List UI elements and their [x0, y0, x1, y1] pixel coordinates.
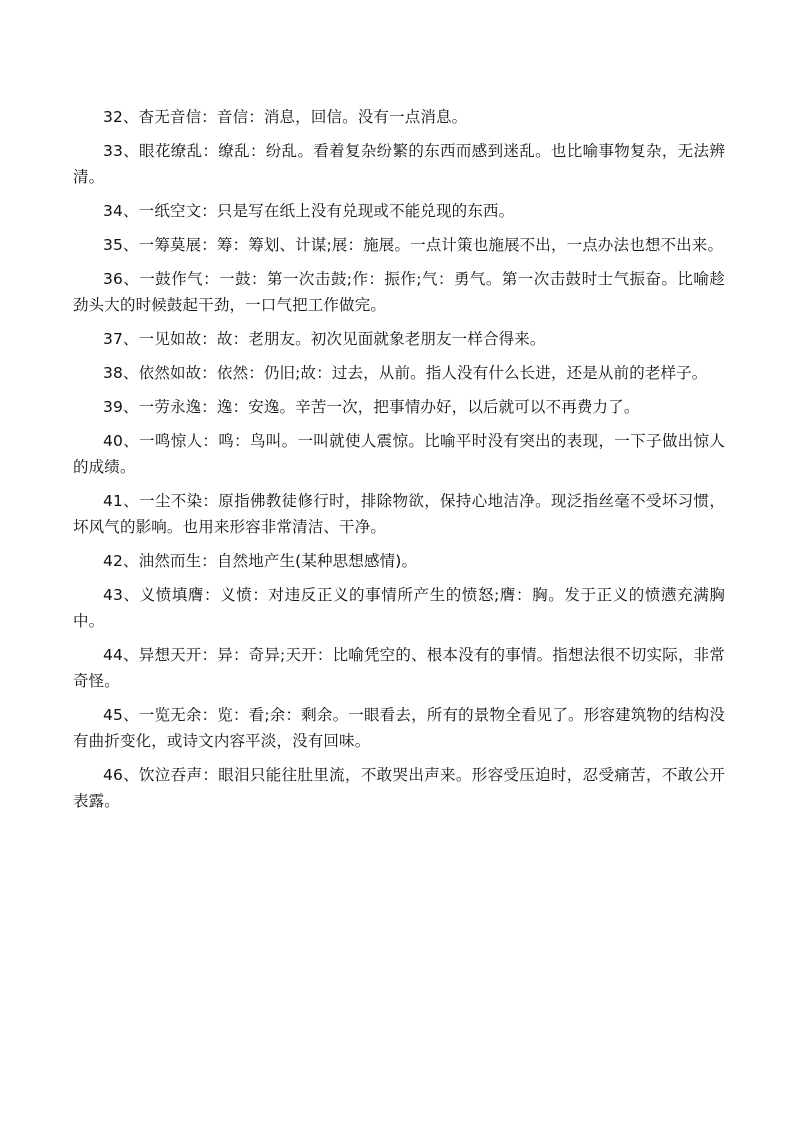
idiom-entry-43: 43、义愤填膺：义愤：对违反正义的事情所产生的愤怒;膺：胸。发于正义的愤懑充满胸中。: [73, 586, 725, 630]
idiom-entry-36: 36、一鼓作气：一鼓：第一次击鼓;作：振作;气：勇气。第一次击鼓时士气振奋。比喻趁劲头大的时候鼓起干劲，一口气把工作做完。: [73, 270, 725, 314]
idiom-entry-45: 45、一览无余：览：看;余：剩余。一眼看去，所有的景物全看见了。形容建筑物的结构没有曲折变化，或诗文内容平淡，没有回味。: [73, 706, 725, 750]
idiom-list: [73, 104, 725, 822]
idiom-entry-38: 38、依然如故：依然：仍旧;故：过去，从前。指人没有什么长进，还是从前的老样子。: [103, 364, 708, 382]
idiom-entry-44: 44、异想天开：异：奇异;天开：比喻凭空的、根本没有的事情。指想法很不切实际，非常奇怪。: [73, 646, 725, 690]
idiom-entry-33: 33、眼花缭乱：缭乱：纷乱。看着复杂纷繁的东西而感到迷乱。也比喻事物复杂，无法辨清。: [73, 142, 725, 186]
idiom-entry-42: 42、油然而生：自然地产生(某种思想感情)。: [103, 552, 418, 570]
idiom-entry-37: 37、一见如故：故：老朋友。初次见面就象老朋友一样合得来。: [103, 330, 546, 348]
idiom-entry-41: 41、一尘不染：原指佛教徒修行时，排除物欲，保持心地洁净。现泛指丝毫不受坏习惯，坏风气的影响。也用来形容非常清洁、干净。: [73, 492, 725, 536]
idiom-entry-35: 35、一筹莫展：筹：筹划、计谋;展：施展。一点计策也施展不出，一点办法也想不出来。: [103, 236, 724, 254]
idiom-entry-34: 34、一纸空文：只是写在纸上没有兑现或不能兑现的东西。: [103, 202, 515, 220]
idiom-entry-46: 46、饮泣吞声：眼泪只能往肚里流，不敢哭出声来。形容受压迫时，忍受痛苦，不敢公开表露。: [73, 766, 725, 810]
idiom-entry-40: 40、一鸣惊人：鸣：鸟叫。一叫就使人震惊。比喻平时没有突出的表现，一下子做出惊人的成绩。: [73, 432, 725, 476]
idiom-entry-32: 32、杳无音信：音信：消息，回信。没有一点消息。: [103, 108, 468, 126]
idiom-entry-39: 39、一劳永逸：逸：安逸。辛苦一次，把事情办好，以后就可以不再费力了。: [103, 398, 640, 416]
